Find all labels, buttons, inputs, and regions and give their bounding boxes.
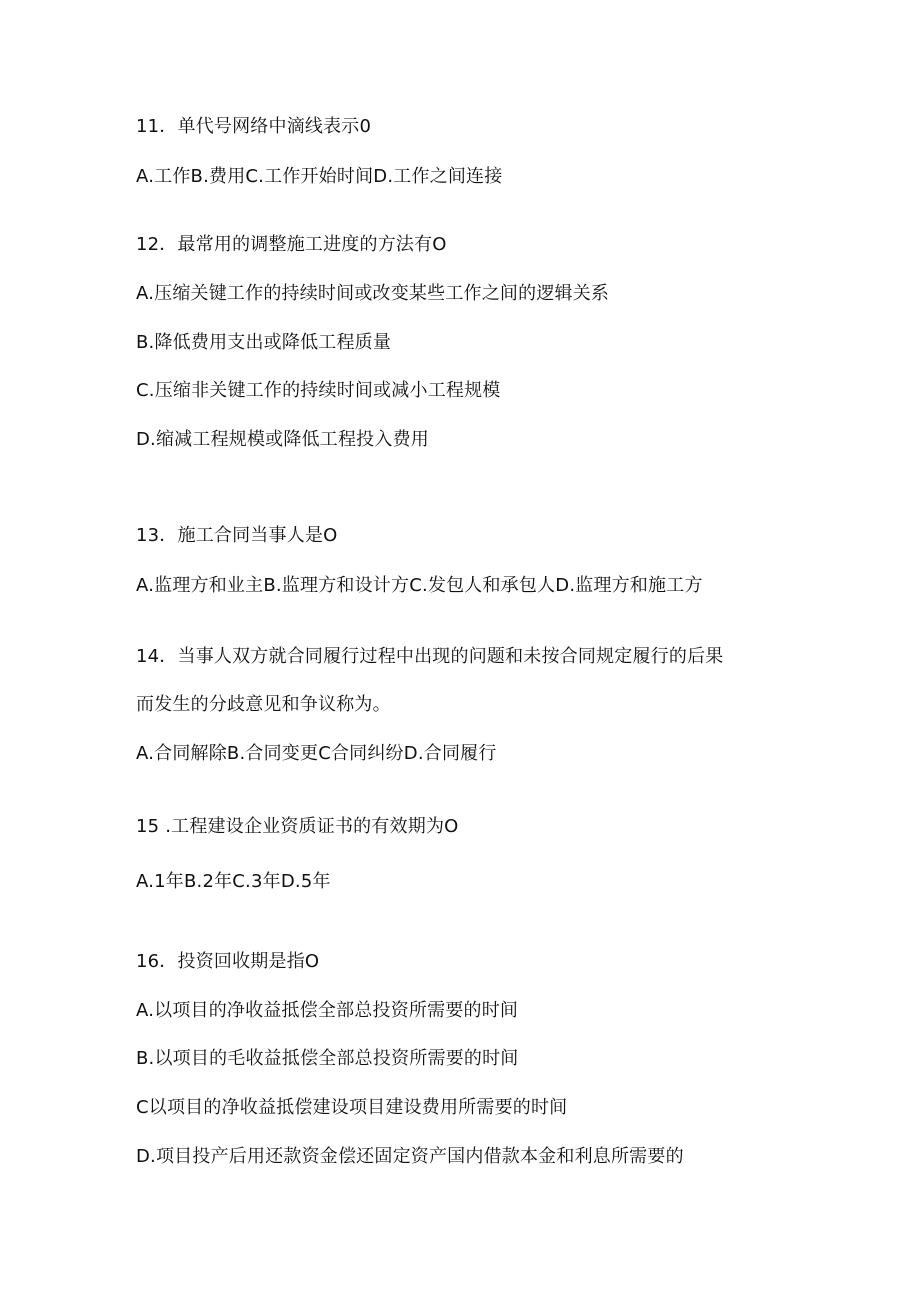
question-12-option-d: D.缩减工程规模或降低工程投入费用: [136, 429, 429, 450]
question-14-stem: 14．当事人双方就合同履行过程中出现的问题和未按合同规定履行的后果: [136, 646, 724, 667]
question-15-options: A.1年B.2年C.3年D.5年: [136, 871, 331, 892]
question-16-option-d: D.项目投产后用还款资金偿还固定资产国内借款本金和利息所需要的: [136, 1146, 684, 1167]
question-12-stem: 12．最常用的调整施工进度的方法有O: [136, 234, 447, 255]
question-12-option-c: C.压缩非关键工作的持续时间或减小工程规模: [136, 380, 501, 401]
question-16-option-a: A.以项目的净收益抵偿全部总投资所需要的时间: [136, 1000, 519, 1021]
question-12-option-b: B.降低费用支出或降低工程质量: [136, 332, 392, 353]
question-13-stem: 13．施工合同当事人是O: [136, 525, 338, 546]
question-11-stem: 11．单代号网络中滴线表示0: [136, 116, 372, 137]
question-11-options: A.工作B.费用C.工作开始时间D.工作之间连接: [136, 166, 503, 187]
question-15-stem: 15 .工程建设企业资质证书的有效期为O: [136, 816, 459, 837]
question-16-option-c: C以项目的净收益抵偿建设项目建设费用所需要的时间: [136, 1097, 568, 1118]
question-14-options: A.合同解除B.合同变更C合同纠纷D.合同履行: [136, 743, 497, 764]
question-12-option-a: A.压缩关键工作的持续时间或改变某些工作之间的逻辑关系: [136, 283, 610, 304]
question-16-stem: 16．投资回收期是指O: [136, 951, 320, 972]
question-16-option-b: B.以项目的毛收益抵偿全部总投资所需要的时间: [136, 1048, 519, 1069]
question-13-options: A.监理方和业主B.监理方和设计方C.发包人和承包人D.监理方和施工方: [136, 575, 703, 596]
question-14-stem-continued: 而发生的分歧意见和争议称为。: [136, 694, 391, 715]
